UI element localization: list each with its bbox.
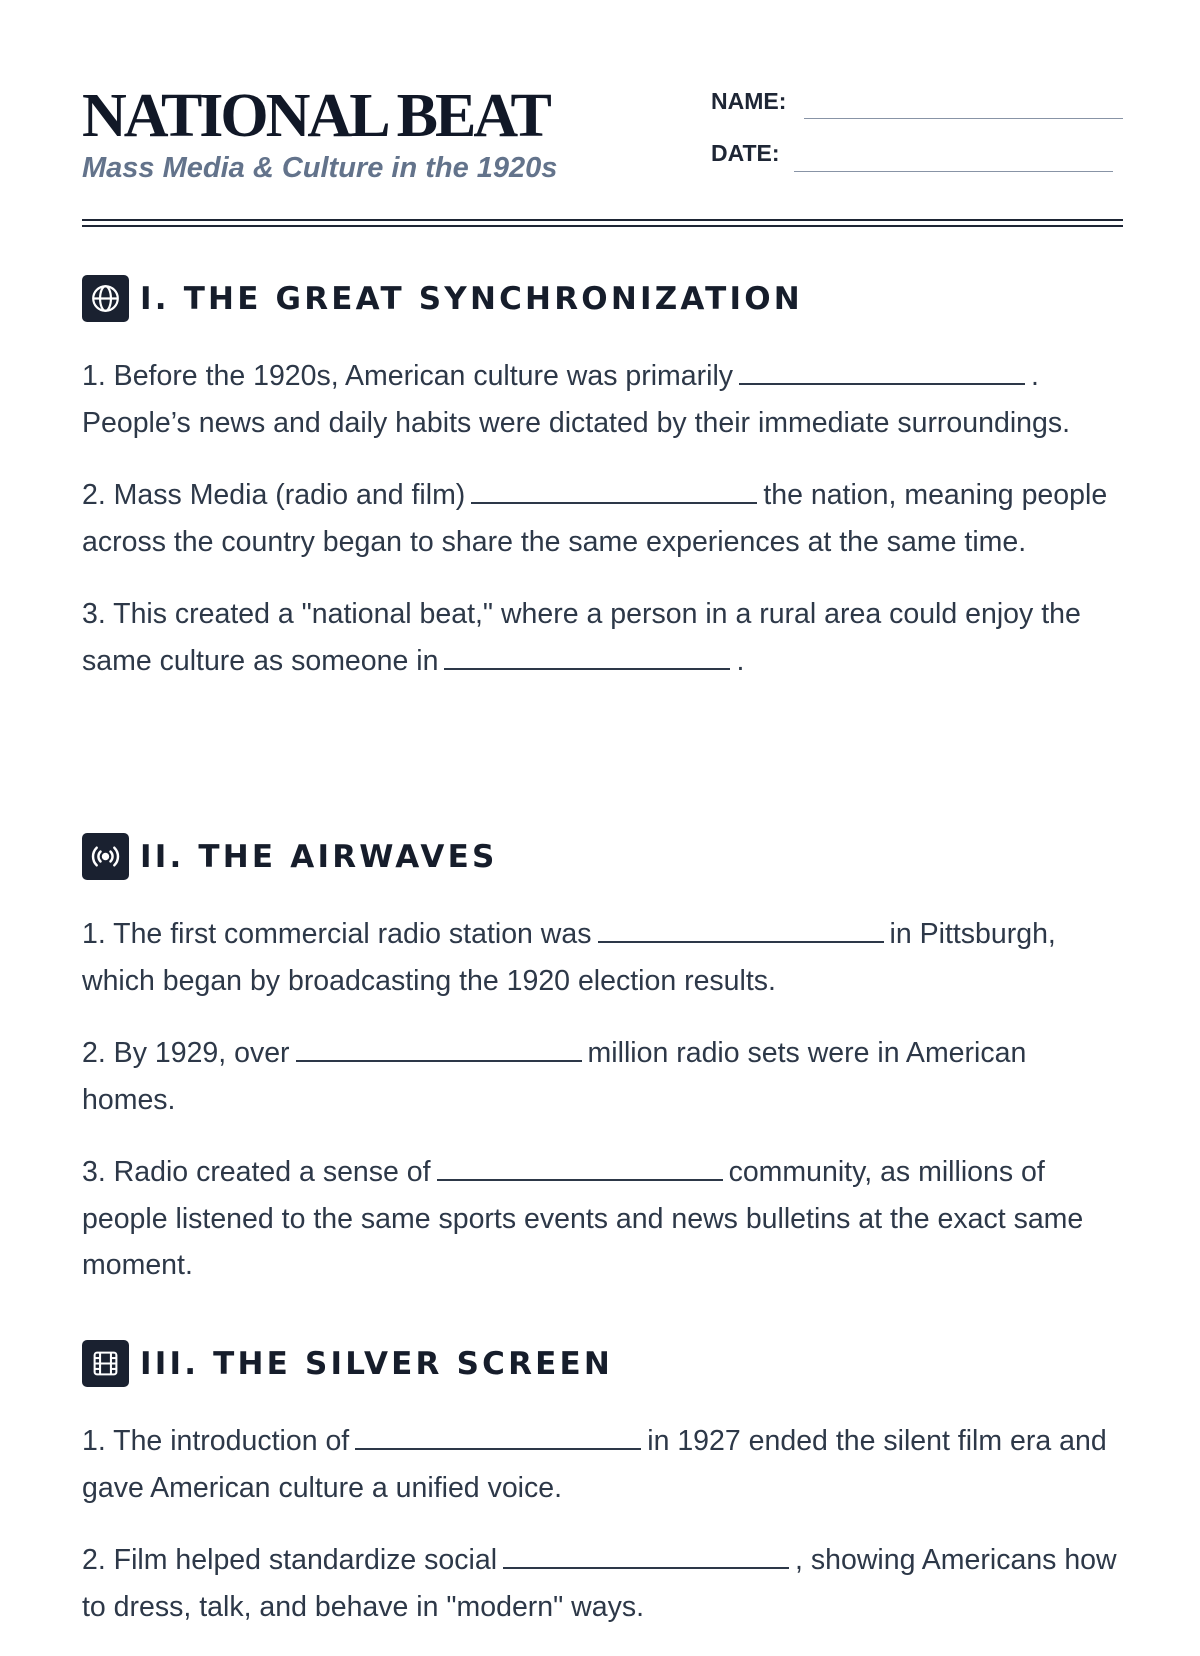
question-item: 1. The first commercial radio station was in Pittsburgh, which began by broadcasting the 1920 election results. bbox=[82, 918, 1056, 997]
name-label: NAME: bbox=[711, 88, 787, 114]
question-item: 1. Before the 1920s, American culture was primarily . People’s news and daily habits were dictated by their immediate surroundings. bbox=[82, 360, 1071, 439]
broadcast-icon bbox=[82, 833, 129, 880]
section-great-synchronization bbox=[82, 275, 1132, 710]
name-field[interactable] bbox=[804, 118, 1123, 119]
header-divider bbox=[82, 219, 1123, 221]
answer-blank[interactable] bbox=[296, 1059, 582, 1062]
worksheet-subtitle: Mass Media & Culture in the 1920s bbox=[82, 152, 558, 184]
answer-blank[interactable] bbox=[355, 1447, 641, 1450]
question-item: 1. The introduction of in 1927 ended the silent film era and gave American culture a unified voice. bbox=[82, 1425, 1107, 1504]
answer-blank[interactable] bbox=[503, 1566, 789, 1569]
question-item: 3. This created a "national beat," where a person in a rural area could enjoy the same culture as someone in . bbox=[82, 598, 1081, 677]
answer-blank[interactable] bbox=[437, 1178, 723, 1181]
section-title: II. THE AIRWAVES bbox=[140, 839, 498, 875]
question-item: 2. By 1929, over million radio sets were in American homes. bbox=[82, 1037, 1027, 1116]
section-title: I. THE GREAT SYNCHRONIZATION bbox=[140, 281, 803, 317]
answer-blank[interactable] bbox=[471, 501, 757, 504]
question-item: 2. Mass Media (radio and film) the nation, meaning people across the country began to share the same experiences at the same time. bbox=[82, 479, 1108, 558]
date-label: DATE: bbox=[711, 140, 780, 166]
film-icon bbox=[82, 1340, 129, 1387]
question-item: 2. Film helped standardize social , showing Americans how to dress, talk, and behave in "modern" ways. bbox=[82, 1544, 1117, 1623]
globe-icon bbox=[82, 275, 129, 322]
section-silver-screen bbox=[82, 1340, 1132, 1656]
header-divider-secondary bbox=[82, 225, 1123, 227]
date-field[interactable] bbox=[794, 171, 1113, 172]
section-airwaves bbox=[82, 833, 1132, 1315]
worksheet-title: NATIONAL BEAT bbox=[82, 82, 549, 150]
question-item: 3. Radio created a sense of community, as millions of people listened to the same sports events and news bulletins at the exact same moment. bbox=[82, 1156, 1084, 1281]
answer-blank[interactable] bbox=[739, 382, 1025, 385]
section-title: III. THE SILVER SCREEN bbox=[140, 1346, 614, 1382]
answer-blank[interactable] bbox=[598, 940, 884, 943]
answer-blank[interactable] bbox=[444, 667, 730, 670]
